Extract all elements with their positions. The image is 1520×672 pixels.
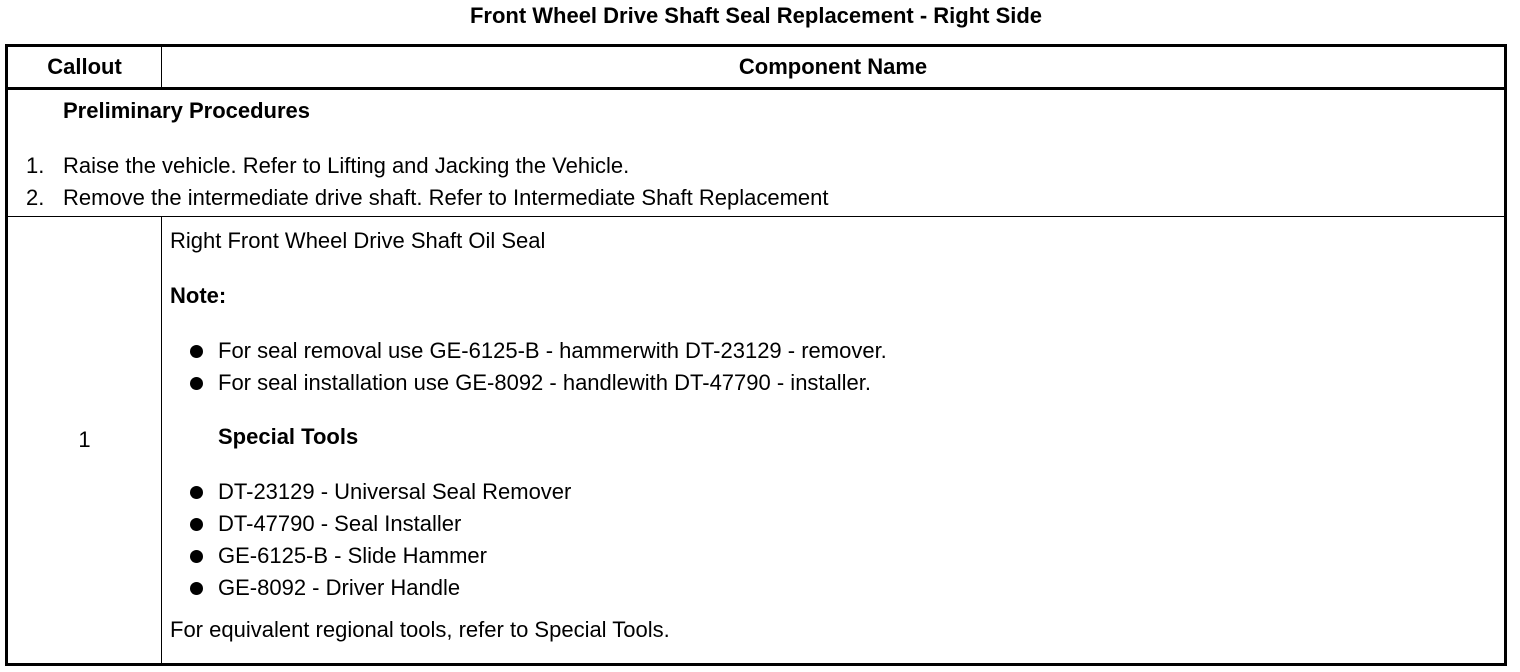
component-name-column-header: Component Name [162, 46, 1506, 89]
note-text: For seal removal use GE-6125-B - hammerwith DT-23129 - remover. [218, 338, 887, 363]
special-tool-text: GE-6125-B - Slide Hammer [218, 543, 487, 568]
bullet-icon [190, 486, 203, 499]
special-tool-item [170, 476, 571, 508]
special-tool-item [170, 572, 571, 604]
note-label: Note: [170, 283, 227, 308]
special-tool-text: DT-23129 - Universal Seal Remover [218, 479, 572, 504]
step-number: 1. [26, 153, 45, 178]
component-name: Right Front Wheel Drive Shaft Oil Seal [170, 228, 546, 253]
bullet-icon [190, 550, 203, 563]
note-list [170, 335, 887, 399]
component-cell [162, 217, 1506, 665]
preliminary-procedures-heading: Preliminary Procedures [63, 98, 311, 123]
bullet-icon [190, 345, 203, 358]
step-text: Remove the intermediate drive shaft. Refer to Intermediate Shaft Replacement [63, 185, 829, 210]
bullet-icon [190, 518, 203, 531]
regional-tools-reference: For equivalent regional tools, refer to Special Tools. [170, 617, 670, 642]
preliminary-step [8, 182, 829, 214]
preliminary-procedures-cell [7, 89, 1506, 217]
callout-number: 1 [7, 217, 162, 665]
note-item [170, 367, 887, 399]
table-header-row [7, 46, 1506, 89]
step-text: Raise the vehicle. Refer to Lifting and Jacking the Vehicle. [63, 153, 630, 178]
note-text: For seal installation use GE-8092 - handlewith DT-47790 - installer. [218, 370, 872, 395]
note-item [170, 335, 887, 367]
special-tool-text: DT-47790 - Seal Installer [218, 511, 462, 536]
document-title: Front Wheel Drive Shaft Seal Replacement - Right Side [469, 3, 1043, 28]
special-tool-item [170, 508, 571, 540]
bullet-icon [190, 582, 203, 595]
special-tool-item [170, 540, 571, 572]
preliminary-procedures-row [7, 89, 1506, 217]
bullet-icon [190, 377, 203, 390]
special-tools-list [170, 476, 571, 604]
procedure-table [5, 44, 1507, 666]
table-row [7, 217, 1506, 665]
callout-column-header: Callout [7, 46, 162, 89]
step-number: 2. [26, 185, 45, 210]
preliminary-steps-list [8, 150, 829, 214]
special-tools-heading: Special Tools [218, 424, 359, 449]
special-tool-text: GE-8092 - Driver Handle [218, 575, 461, 600]
preliminary-step [8, 150, 829, 182]
